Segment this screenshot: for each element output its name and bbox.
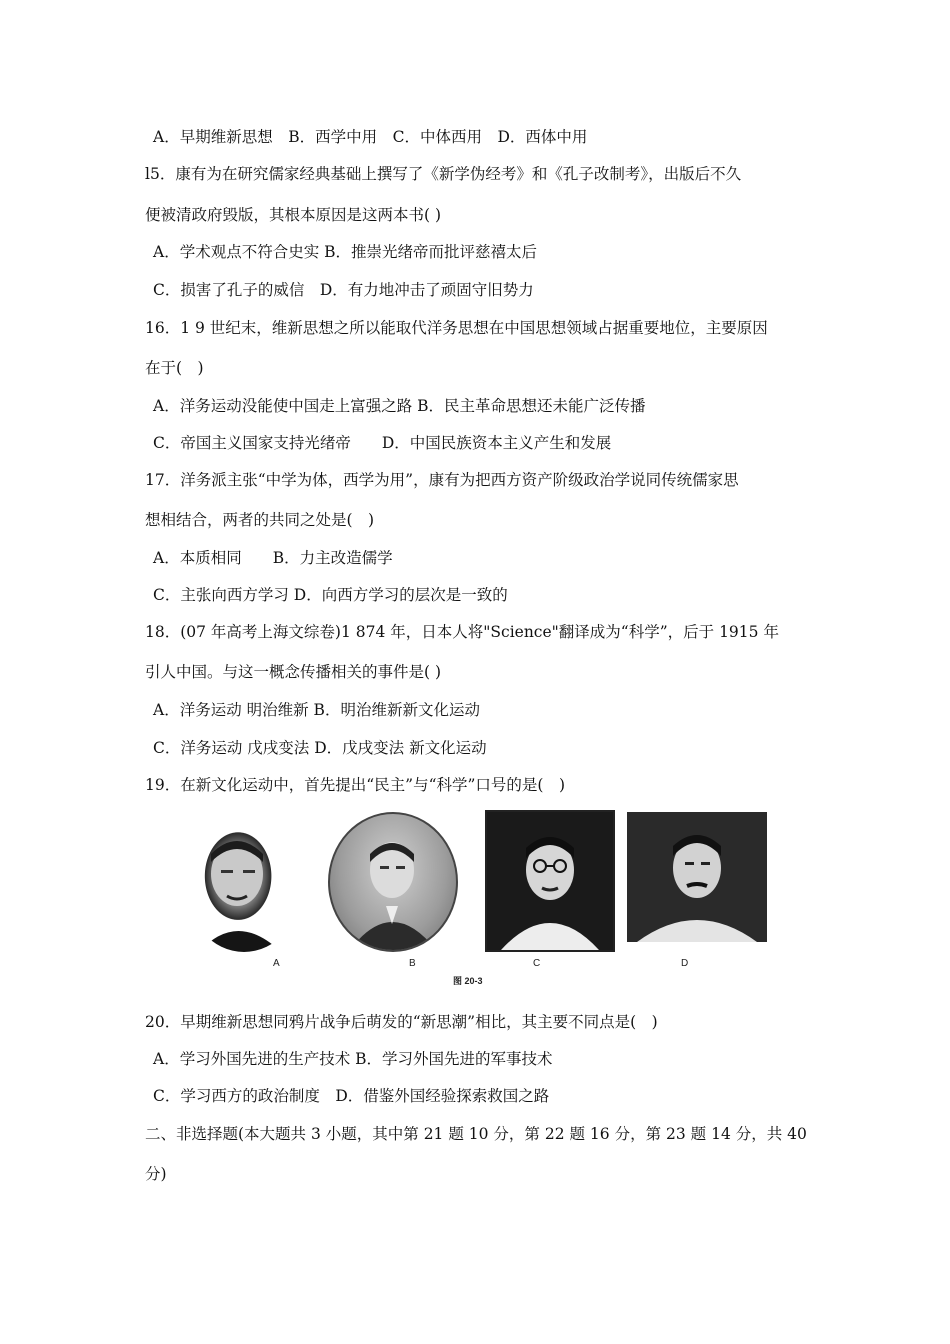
- q16-stem-line1: 16．1 9 世纪末，维新思想之所以能取代洋务思想在中国思想领域占据重要地位，主要原因: [145, 319, 768, 337]
- q15-stem-line1: l5．康有为在研究儒家经典基础上撰写了《新学伪经考》和《孔子改制考》，出版后不久: [145, 165, 742, 183]
- portrait-figure: [185, 808, 785, 988]
- section-two-heading: 二、非选择题(本大题共 3 小题，其中第 21 题 10 分，第 22 题 16 分，第 23 题 14 分，共 40: [145, 1125, 807, 1143]
- q18-stem-line1: 18．(07 年高考上海文综卷)1 874 年，日本人将"Science"翻译成为“科学”，后于 1915 年: [145, 623, 779, 641]
- portrait-b-label: B: [409, 958, 416, 969]
- portrait-a-image: [185, 814, 303, 952]
- q18-stem-line2: 引人中国。与这一概念传播相关的事件是( ): [145, 663, 442, 681]
- section-two-heading-cont: 分): [145, 1165, 167, 1183]
- q20-options-ab: A．学习外国先进的生产技术 B．学习外国先进的军事技术: [153, 1050, 553, 1068]
- q16-options-cd: C．帝国主义国家支持光绪帝 D．中国民族资本主义产生和发展: [153, 434, 612, 452]
- q17-options-ab: A．本质相同 B．力主改造儒学: [153, 549, 393, 567]
- q20-stem: 20．早期维新思想同鸦片战争后萌发的“新思潮”相比，其主要不同点是( ): [145, 1013, 658, 1031]
- portrait-b-image: [328, 812, 458, 952]
- portrait-d-label: D: [681, 958, 689, 969]
- q19-stem: 19．在新文化运动中，首先提出“民主”与“科学”口号的是( ): [145, 776, 566, 794]
- portrait-c-label: C: [533, 958, 541, 969]
- q15-options-ab: A．学术观点不符合史实 B．推崇光绪帝而批评慈禧太后: [153, 243, 538, 261]
- q16-options-ab: A．洋务运动没能使中国走上富强之路 B．民主革命思想还未能广泛传播: [153, 397, 646, 415]
- q14-options: A．早期维新思想 B．西学中用 C．中体西用 D．西体中用: [153, 128, 588, 146]
- q17-stem-line1: 17．洋务派主张“中学为体，西学为用”，康有为把西方资产阶级政治学说同传统儒家思: [145, 471, 739, 489]
- portrait-a-label: A: [273, 958, 280, 969]
- figure-caption: 图 20-3: [453, 976, 483, 986]
- q15-options-cd: C．损害了孔子的威信 D．有力地冲击了顽固守旧势力: [153, 281, 534, 299]
- q17-options-cd: C．主张向西方学习 D．向西方学习的层次是一致的: [153, 586, 508, 604]
- q16-stem-line2: 在于( ): [145, 359, 204, 377]
- portrait-c-image: [485, 810, 615, 952]
- q18-options-ab: A．洋务运动 明治维新 B．明治维新新文化运动: [153, 701, 480, 719]
- q18-options-cd: C．洋务运动 戊戌变法 D．戊戌变法 新文化运动: [153, 739, 487, 757]
- q20-options-cd: C．学习西方的政治制度 D．借鉴外国经验探索救国之路: [153, 1087, 550, 1105]
- portrait-d-image: [627, 812, 767, 942]
- q17-stem-line2: 想相结合，两者的共同之处是( ): [145, 511, 375, 529]
- q15-stem-line2: 便被清政府毁版，其根本原因是这两本书( ): [145, 206, 442, 224]
